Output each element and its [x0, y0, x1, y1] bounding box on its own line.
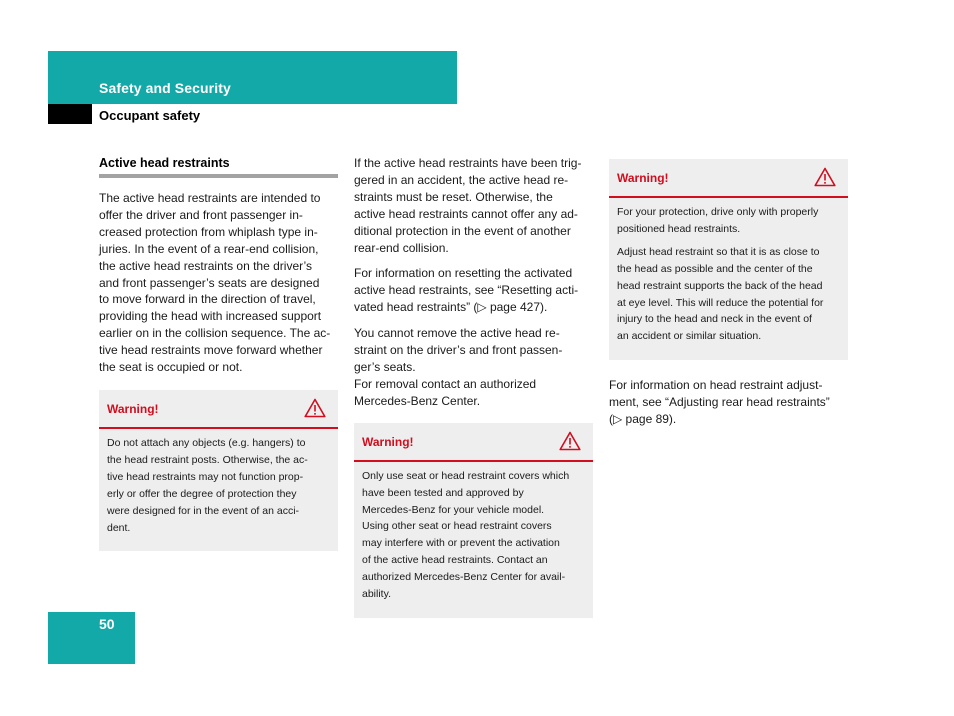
warning-box-covers	[354, 423, 593, 618]
section-title: Safety and Security	[99, 80, 231, 96]
warning-header	[354, 423, 593, 462]
section-marker	[48, 104, 92, 124]
column-2	[354, 155, 593, 618]
warning-triangle-icon	[559, 431, 581, 451]
adjustment-reference-paragraph: For information on head restraint adjust- ment, see “Adjusting rear head restraints” (▷ page 89).	[609, 378, 830, 427]
reset-paragraph: If the active head restraints have been trig- gered in an accident, the active head re- straints must be reset. Otherwise, the active head restraints cannot offer any ad- ditional protection in the event of another rear-end collision.	[354, 156, 582, 255]
column-1	[99, 155, 338, 551]
warning-triangle-icon	[814, 167, 836, 187]
warning-text: For your protection, drive only with properly positioned head restraints.	[617, 206, 819, 235]
warning-title: Warning!	[107, 401, 159, 416]
intro-paragraph: The active head restraints are intended to offer the driver and front passenger in- creased protection from whiplash type in- juries. In the event of a rear-end collision, the active head restraints on the driver’s and front passenger’s seats are designed to move forward in the direction of travel, providing the head with increased support earlier on in the collision sequence. The ac- tive head restraints move forward whether the seat is occupied or not.	[99, 191, 331, 375]
warning-box-positioning	[609, 159, 848, 360]
header-band	[48, 51, 457, 104]
removal-paragraph: You cannot remove the active head re- straint on the driver’s and front passen- ger’s seats. For removal contact an authorized Mercedes-Benz Center.	[354, 326, 563, 408]
warning-title: Warning!	[617, 171, 669, 185]
warning-box-objects	[99, 390, 338, 551]
warning-header	[99, 390, 338, 429]
warning-text: Do not attach any objects (e.g. hangers) to the head restraint posts. Otherwise, the ac- tive head restraints may not function prop- erly or offer the degree of protection they were designed for in the event of an acci- dent.	[107, 436, 308, 534]
page-number: 50	[99, 616, 115, 632]
warning-triangle-icon	[304, 398, 326, 418]
resetting-reference-paragraph: For information on resetting the activated active head restraints, see “Resetting acti- vated head restraints” (▷ page 427).	[354, 266, 579, 315]
warning-header	[609, 159, 848, 198]
article-heading: Active head restraints	[99, 155, 338, 178]
warning-text: Only use seat or head restraint covers which have been tested and approved by Mercedes-Benz for your vehicle model. Using other seat or head restraint covers may interfere with or prevent the activation of the active head restraints. Contact an authorized Mercedes-Benz Center for avail- ability.	[362, 469, 570, 601]
column-3	[609, 159, 848, 437]
warning-body	[99, 429, 338, 546]
warning-title: Warning!	[362, 434, 414, 449]
warning-body	[609, 198, 848, 355]
warning-body	[354, 462, 593, 613]
page-number-badge	[48, 612, 135, 664]
subsection-title: Occupant safety	[99, 108, 201, 123]
warning-text: Adjust head restraint so that it is as close to the head as possible and the center of the head restraint supports the back of the head at eye level. This will reduce the potential for injury to the head and neck in the event of an accident or similar situation.	[617, 245, 824, 343]
